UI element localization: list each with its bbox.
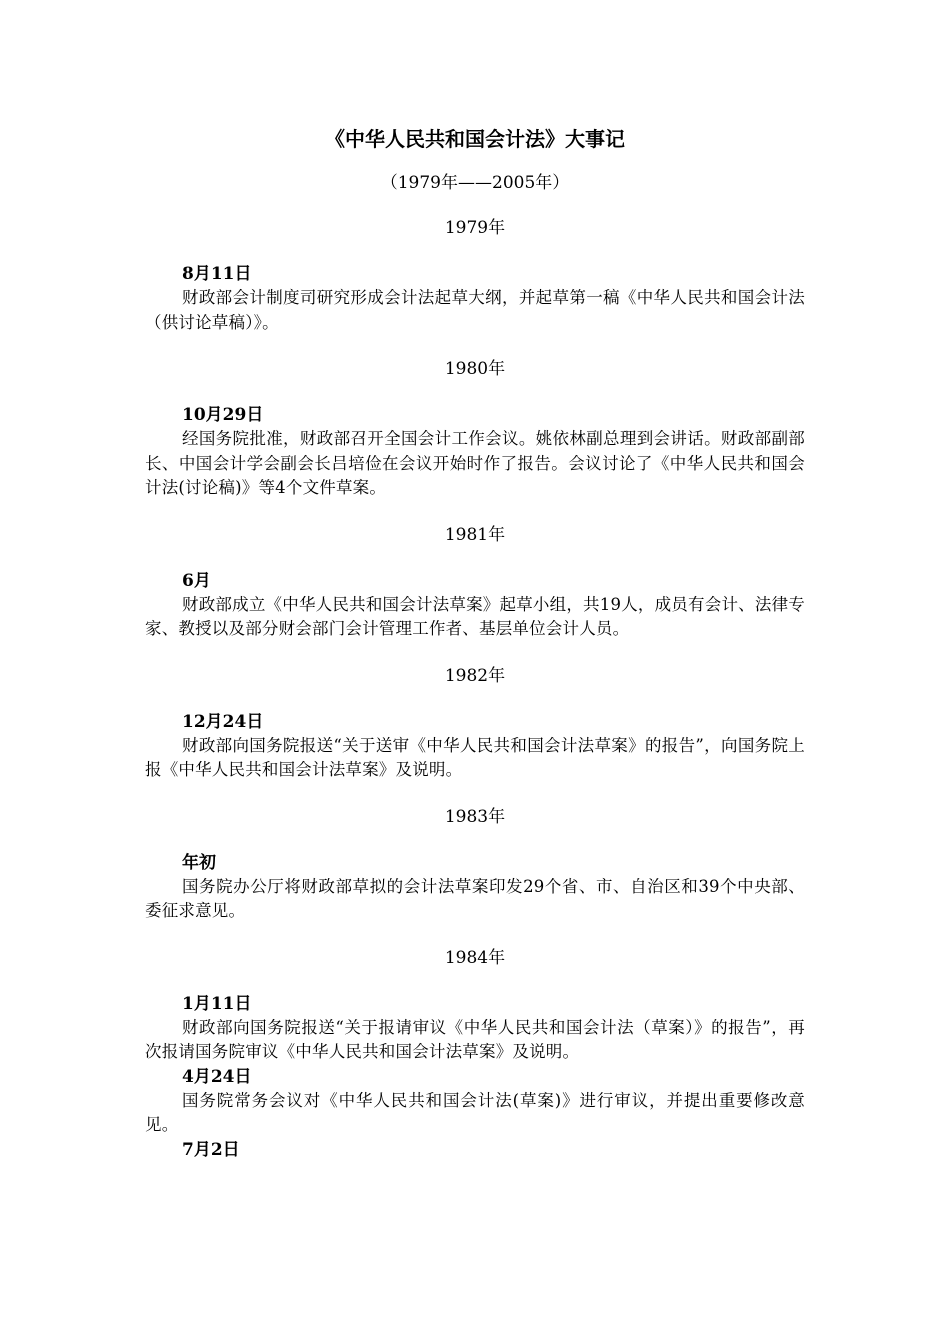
year-section-1980 bbox=[145, 357, 805, 501]
document-subtitle: （1979年——2005年） bbox=[380, 173, 570, 193]
entry-text: 国务院办公厅将财政部草拟的会计法草案印发29个省、市、自治区和39个中央部、委征求意见。 bbox=[145, 876, 805, 920]
entry-date: 1月11日 bbox=[182, 993, 252, 1014]
entry-date: 7月2日 bbox=[182, 1139, 240, 1160]
entry-text: 财政部向国务院报送“关于报请审议《中华人民共和国会计法（草案）》的报告”，再次报请国务院审议《中华人民共和国会计法草案》及说明。 bbox=[145, 1017, 805, 1061]
entry-date: 年初 bbox=[182, 852, 216, 873]
year-section-1981 bbox=[145, 523, 805, 642]
year-section-1984 bbox=[145, 946, 805, 1162]
year-heading: 1979年 bbox=[444, 218, 506, 238]
year-heading: 1981年 bbox=[444, 524, 506, 545]
entry-text: 财政部成立《中华人民共和国会计法草案》起草小组，共19人，成员有会计、法律专家、教授以及部分财会部门会计管理工作者、基层单位会计人员。 bbox=[145, 594, 805, 638]
entry-date: 4月24日 bbox=[182, 1066, 252, 1087]
year-heading: 1983年 bbox=[444, 806, 506, 827]
entry-text: 财政部向国务院报送“关于送审《中华人民共和国会计法草案》的报告”，向国务院上报《中华人民共和国会计法草案》及说明。 bbox=[145, 735, 805, 779]
document-body bbox=[145, 124, 805, 1184]
entry-date: 10月29日 bbox=[182, 405, 264, 425]
entry-text: 经国务院批准，财政部召开全国会计工作会议。姚依林副总理到会讲话。财政部副部长、中国会计学会副会长吕培俭在会议开始时作了报告。会议讨论了《中华人民共和国会计法(讨论稿)》等4个文件草案。 bbox=[145, 429, 805, 497]
year-heading: 1980年 bbox=[444, 359, 506, 379]
year-section-1983 bbox=[145, 805, 805, 924]
entry-text: 国务院常务会议对《中华人民共和国会计法(草案)》进行审议，并提出重要修改意见。 bbox=[145, 1090, 805, 1134]
year-section-1982 bbox=[145, 664, 805, 783]
year-heading: 1982年 bbox=[444, 665, 506, 686]
year-heading: 1984年 bbox=[444, 947, 506, 968]
entry-date: 8月11日 bbox=[182, 264, 252, 284]
year-section-1979 bbox=[145, 216, 805, 335]
entry-text: 财政部会计制度司研究形成会计法起草大纲，并起草第一稿《中华人民共和国会计法（供讨论草稿）》。 bbox=[145, 288, 805, 332]
document-title: 《中华人民共和国会计法》大事记 bbox=[325, 127, 625, 151]
entry-date: 12月24日 bbox=[182, 711, 264, 732]
entry-date: 6月 bbox=[182, 570, 211, 591]
